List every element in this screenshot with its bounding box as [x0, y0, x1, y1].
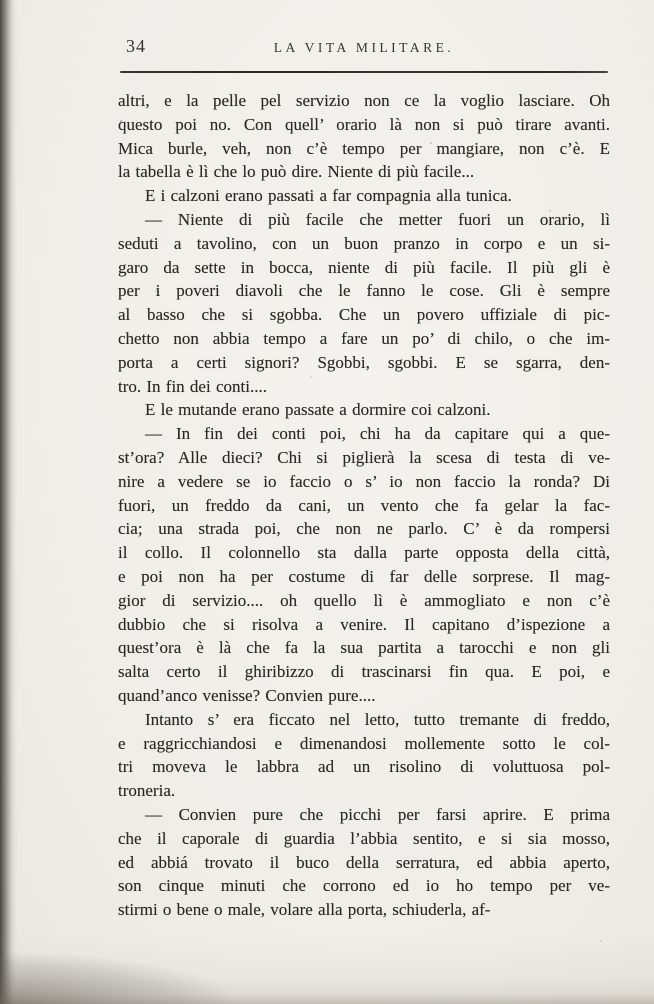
- text-line: che il caporale di guardia l’abbia sentito, e si sia mosso,: [118, 828, 610, 848]
- text-line: quand’anco venisse? Convien pure....: [118, 685, 376, 705]
- text-line: cia; una strada poi, che non ne parlo. C’ è da rompersi: [118, 519, 610, 539]
- text-line: porta a certi signori? Sgobbi, sgobbi. E se sgarra, den-: [118, 352, 610, 372]
- text-line: salta certo il ghiribizzo di trascinarsi fin qua. E poi, e: [118, 662, 610, 682]
- text-line: al basso che si sgobba. Che un povero uffiziale di pic-: [118, 305, 610, 325]
- text-line: seduti a tavolino, con un buon pranzo in corpo e un si-: [118, 233, 610, 253]
- text-line: gior di servizio.... oh quello lì è ammogliato e non c’è: [118, 590, 610, 610]
- page-header: [118, 36, 610, 62]
- text-line: — In fin dei conti poi, chi ha da capitare qui a que-: [145, 424, 610, 444]
- text-line: la tabella è lì che lo può dire. Niente di più facile...: [118, 162, 475, 182]
- text-line: e poi non ha per costume di far delle sorprese. Il mag-: [118, 566, 610, 586]
- text-line: st’ora? Alle dieci? Chi si piglierà la scesa di testa di ve-: [118, 447, 610, 467]
- text-line: ed abbiá trovato il buco della serratura, ed abbia aperto,: [118, 852, 610, 872]
- text-block: [118, 89, 610, 922]
- running-title: LA VITA MILITARE.: [273, 40, 455, 55]
- text-line: dubbio che si risolva a venire. Il capitano d’ispezione a: [118, 614, 610, 634]
- page-number: 34: [126, 36, 146, 56]
- paragraph: [118, 208, 610, 398]
- header-rule: [120, 71, 608, 73]
- text-line: nire a vedere se io faccio o s’ io non faccio la ronda? Di: [118, 471, 610, 491]
- text-line: — Convien pure che picchi per farsi aprire. E prima: [145, 804, 610, 824]
- text-line: e raggricchiandosi e dimenandosi mollemente sotto le col-: [118, 733, 610, 753]
- text-line: E i calzoni erano passati a far compagnia alla tunica.: [145, 186, 512, 206]
- text-line: tri moveva le labbra ad un risolino di voluttuosa pol-: [118, 757, 610, 777]
- text-line: troneria.: [118, 781, 176, 801]
- paragraph: [118, 422, 610, 708]
- binding-shadow: [0, 0, 18, 1004]
- text-line: per i poveri diavoli che le fanno le cose. Gli è sempre: [118, 281, 610, 301]
- text-line: fuori, un freddo da cani, un vento che fa gelar la fac-: [118, 495, 610, 515]
- text-line: son cinque minuti che corrono ed io ho tempo per ve-: [118, 876, 610, 896]
- paragraph: [118, 398, 610, 422]
- text-line: chetto non abbia tempo a fare un po’ di chilo, o che im-: [118, 328, 610, 348]
- paragraph: [118, 708, 610, 803]
- bottom-shadow: [0, 934, 654, 1004]
- paragraph: [118, 89, 610, 184]
- text-line: tro. In fin dei conti....: [118, 376, 267, 396]
- text-line: stirmi o bene o male, volare alla porta, schiuderla, af-: [118, 900, 491, 920]
- text-line: quest’ora è là che fa la sua partita a tarocchi e non gli: [118, 638, 610, 658]
- paragraph: [118, 803, 610, 922]
- text-line: garo da sette in bocca, niente di più facile. Il più gli è: [118, 257, 610, 277]
- text-line: — Niente di più facile che metter fuori un orario, lì: [145, 209, 610, 229]
- paragraph: [118, 184, 610, 208]
- text-line: E le mutande erano passate a dormire coi calzoni.: [145, 400, 491, 420]
- text-line: Intanto s’ era ficcato nel letto, tutto tremante di freddo,: [145, 709, 610, 729]
- text-line: il collo. Il colonnello sta dalla parte opposta della città,: [118, 543, 610, 563]
- text-line: questo poi no. Con quell’ orario là non si può tirare avanti.: [118, 114, 610, 134]
- text-line: altri, e la pelle pel servizio non ce la voglio lasciare. Oh: [118, 91, 610, 110]
- text-line: Mica burle, veh, non c’è tempo per mangiare, non c’è. E: [118, 138, 610, 158]
